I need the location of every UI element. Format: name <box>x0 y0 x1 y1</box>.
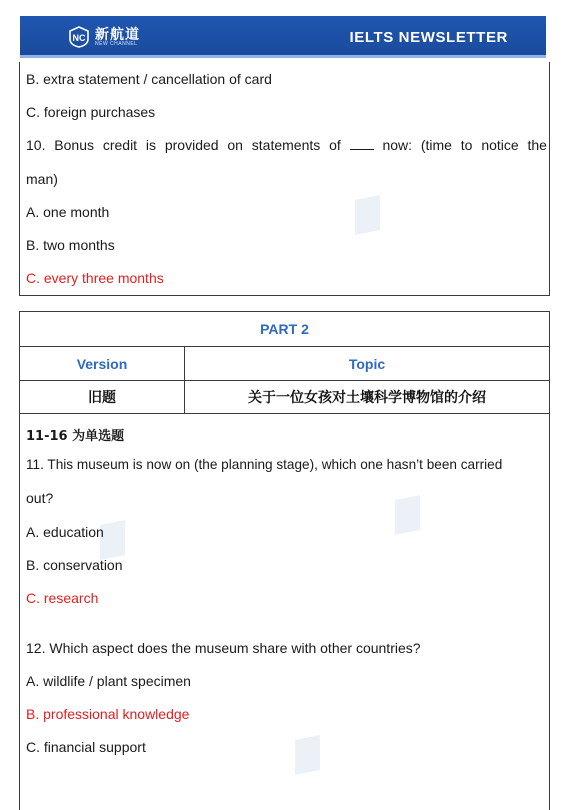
option-line: C. foreign purchases <box>26 104 156 120</box>
option-line: C. financial support <box>26 739 146 755</box>
logo-english-text: NEW CHANNEL <box>95 41 138 47</box>
newsletter-title: IELTS NEWSLETTER <box>349 28 508 46</box>
newsletter-header <box>20 16 546 58</box>
new-channel-logo-icon <box>68 26 90 48</box>
version-header: Version <box>20 347 185 380</box>
section-label: 11-16 为单选题 <box>26 429 125 444</box>
correct-answer-line: B. professional knowledge <box>26 706 190 722</box>
question-10-line: 10. Bonus credit is provided on statements of now: (time to notice the <box>26 137 547 153</box>
part2-title: PART 2 <box>20 312 549 347</box>
option-line: A. wildlife / plant specimen <box>26 673 191 689</box>
option-line: B. two months <box>26 237 115 253</box>
question-10-wrap: man) <box>26 171 58 187</box>
correct-answer-line: C. every three months <box>26 270 164 286</box>
table-header-row <box>20 347 549 381</box>
topic-header: Topic <box>348 355 386 372</box>
correct-answer-line: C. research <box>26 590 99 606</box>
option-line: B. extra statement / cancellation of card <box>26 71 272 87</box>
brand-logo <box>68 26 140 48</box>
topic-value: 关于一位女孩对土壤科学博物馆的介绍 <box>248 390 486 406</box>
option-line: A. one month <box>26 204 110 220</box>
table-row <box>20 381 549 414</box>
question-11-line: 11. This museum is now on (the planning stage), which one hasn’t been carried <box>26 457 503 472</box>
option-line: A. education <box>26 524 104 540</box>
part1-continuation-box <box>19 62 550 296</box>
option-line: B. conservation <box>26 557 123 573</box>
part2-box <box>19 311 550 810</box>
answer-blank <box>350 137 374 150</box>
version-value: 旧题 <box>20 381 185 413</box>
question-12-line: 12. Which aspect does the museum share with other countries? <box>26 640 421 656</box>
svg-text:NC: NC <box>72 33 86 43</box>
logo-chinese-text: 新航道 <box>95 26 140 42</box>
question-11-wrap: out? <box>26 490 54 506</box>
